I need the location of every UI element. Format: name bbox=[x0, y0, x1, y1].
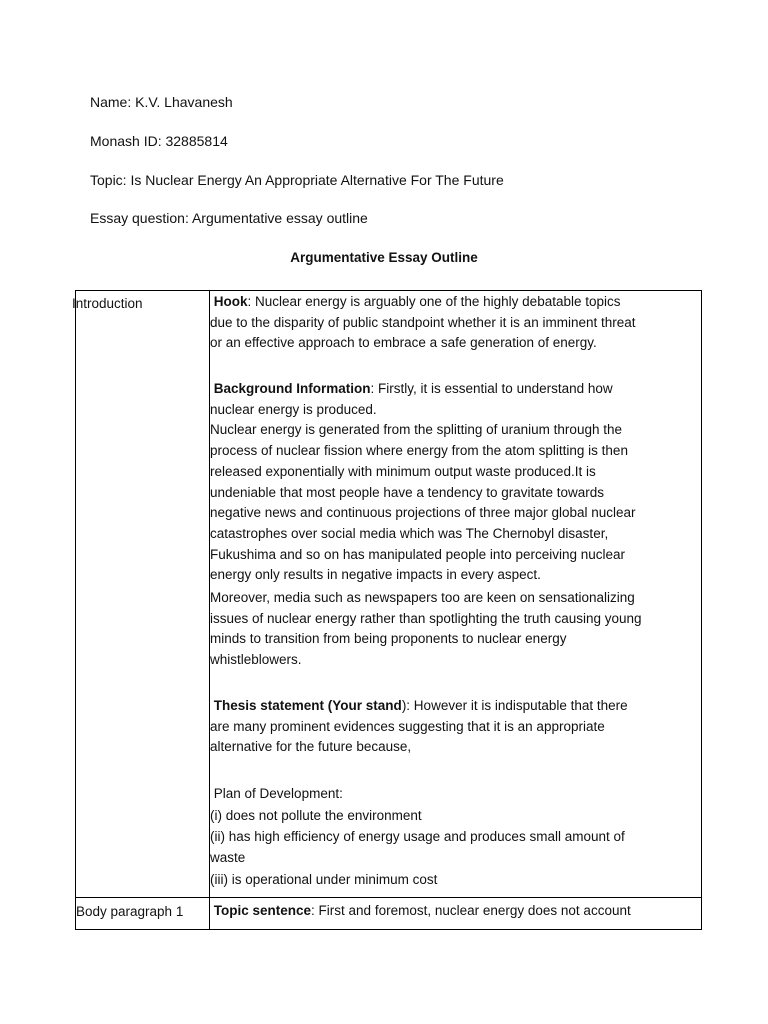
background-line: whistleblowers. bbox=[210, 652, 302, 668]
thesis-label: Thesis statement (Your stand bbox=[213, 698, 402, 713]
thesis-line: alternative for the future because, bbox=[210, 739, 412, 755]
body1-block bbox=[210, 901, 631, 922]
plan-title: Plan of Development: bbox=[213, 786, 343, 801]
thesis-line: ): However it is indisputable that there bbox=[401, 698, 628, 713]
monash-id: Monash ID: 32885814 bbox=[90, 133, 228, 149]
hook-line: : Nuclear energy is arguably one of the highly debatable topics bbox=[247, 294, 621, 309]
background-line: Moreover, media such as newspapers too are keen on sensationalizing bbox=[210, 590, 635, 606]
thesis-block bbox=[210, 696, 628, 758]
plan-item: (i) does not pollute the environment bbox=[210, 807, 422, 823]
plan-item: (iii) is operational under minimum cost bbox=[210, 871, 438, 887]
background-line: : Firstly, it is essential to understand how bbox=[370, 381, 613, 396]
background-line: Fukushima and so on has manipulated people into perceiving nuclear bbox=[210, 546, 626, 562]
plan-item: waste bbox=[210, 850, 246, 866]
body-paragraph-1-label: Body paragraph 1 bbox=[76, 904, 184, 919]
background-block bbox=[210, 379, 642, 671]
background-line: nuclear energy is produced. bbox=[210, 401, 377, 417]
hook-line: or an effective approach to embrace a safe generation of energy. bbox=[210, 335, 597, 351]
essay-topic: Topic: Is Nuclear Energy An Appropriate Alternative For The Future bbox=[90, 172, 504, 188]
background-line: undeniable that most people have a tendency to gravitate towards bbox=[210, 484, 605, 500]
plan-item: (ii) has high efficiency of energy usage and produces small amount of bbox=[210, 829, 625, 845]
plan-block bbox=[210, 784, 625, 891]
background-line: minds to transition from being proponents to nuclear energy bbox=[210, 631, 567, 647]
thesis-line: are many prominent evidences suggesting that it is an appropriate bbox=[210, 718, 605, 734]
essay-question: Essay question: Argumentative essay outline bbox=[90, 210, 368, 226]
background-line: Nuclear energy is generated from the splitting of uranium through the bbox=[210, 422, 622, 438]
background-line: issues of nuclear energy rather than spotlighting the truth causing young bbox=[210, 610, 642, 626]
background-line: released exponentially with minimum output waste produced.It is bbox=[210, 463, 596, 479]
outline-table bbox=[72, 290, 702, 930]
background-label: Background Information bbox=[213, 381, 371, 396]
page-title: Argumentative Essay Outline bbox=[290, 250, 478, 265]
introduction-label: Introduction bbox=[72, 296, 143, 311]
hook-block bbox=[210, 292, 636, 354]
hook-line: due to the disparity of public standpoint whether it is an imminent threat bbox=[210, 314, 636, 330]
topic-sentence-text: : First and foremost, nuclear energy does not account bbox=[311, 903, 631, 918]
background-line: catastrophes over social media which was The Chernobyl disaster, bbox=[210, 525, 609, 541]
background-line: energy only results in negative impacts in every aspect. bbox=[210, 567, 541, 583]
hook-label: Hook bbox=[213, 294, 248, 309]
row-divider bbox=[76, 897, 701, 898]
topic-sentence-label: Topic sentence bbox=[213, 903, 312, 918]
background-line: negative news and continuous projections of three major global nuclear bbox=[210, 505, 636, 521]
background-line: process of nuclear fission where energy from the atom splitting is then bbox=[210, 443, 628, 459]
student-name: Name: K.V. Lhavanesh bbox=[90, 94, 233, 110]
